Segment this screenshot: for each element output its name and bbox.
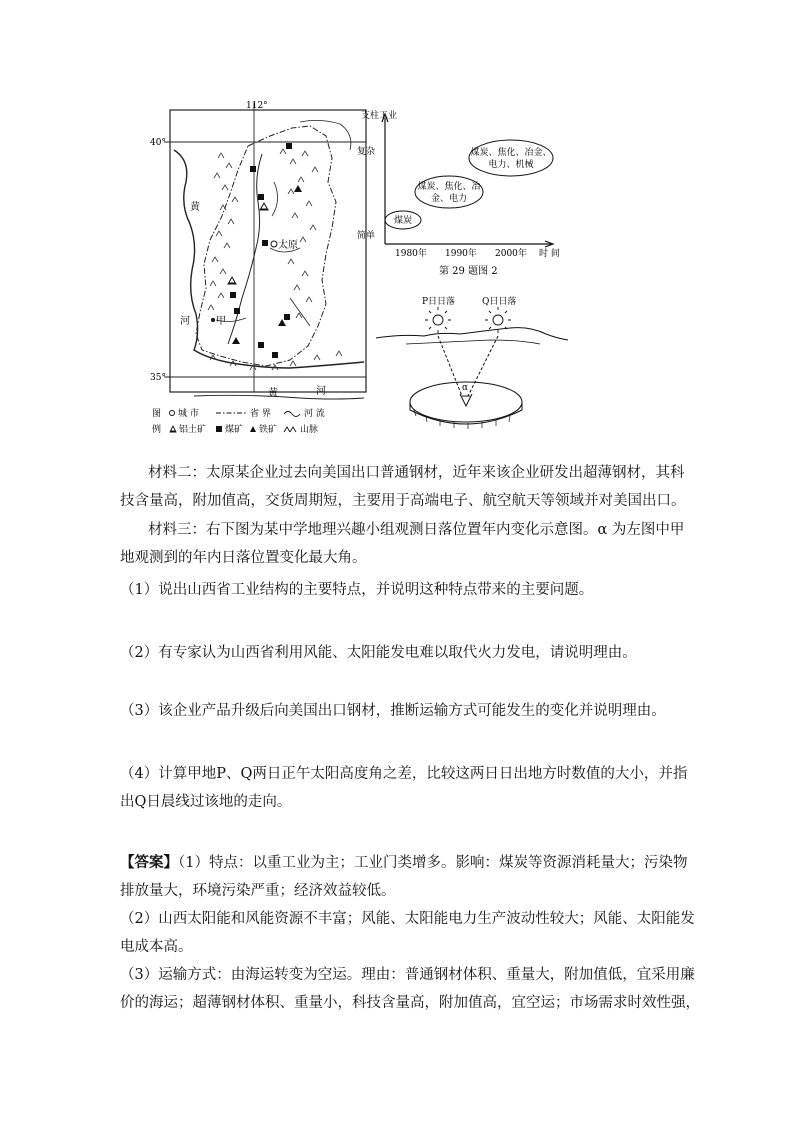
stage-2000-line1: 煤炭、焦化、冶金、 bbox=[470, 148, 552, 158]
question-3 bbox=[120, 697, 690, 725]
answer-1-line2: 排放量大，环境污染严重；经济效益较低。 bbox=[120, 883, 396, 899]
horizon-lower bbox=[406, 340, 540, 344]
taiyuan-city-marker bbox=[271, 241, 277, 247]
legend-bauxite: 铝土矿 bbox=[179, 425, 207, 435]
material-two bbox=[120, 459, 690, 515]
legend-city: 城 市 bbox=[178, 409, 199, 419]
chart-tick-1990: 1990年 bbox=[445, 249, 477, 259]
southern-river bbox=[194, 395, 364, 399]
answer-3-line2: 价的海运；超薄钢材体积、重量小，科技含量高，附加值高，宜空运；市场需求时效性强， bbox=[120, 995, 700, 1011]
stage-1990-line1: 煤炭、焦化、冶 bbox=[417, 182, 481, 192]
sight-line-p bbox=[438, 336, 462, 396]
tributaries bbox=[216, 182, 310, 326]
stage-2000-line2: 电力、机械 bbox=[488, 160, 534, 170]
river-label-he-south: 河 bbox=[316, 386, 326, 397]
sun-p-icon bbox=[425, 307, 451, 333]
material-two-line2: 技含量高，附加值高，交货周期短，主要用于高端电子、航空航天等领域并对美国出口。 bbox=[120, 493, 686, 509]
stage-1980-line1: 煤炭 bbox=[393, 216, 413, 226]
map-frame bbox=[170, 110, 366, 392]
question-3-text: （3）该企业产品升级后向美国出口钢材，推断运输方式可能发生的变化并说明理由。 bbox=[120, 703, 666, 719]
answer-2-line2: 电成本高。 bbox=[120, 939, 193, 955]
question-1-text: （1）说出山西省工业结构的主要特点，并说明这种特点带来的主要问题。 bbox=[120, 582, 594, 598]
material-three bbox=[120, 516, 690, 572]
answer-1-line1 bbox=[120, 849, 690, 877]
legend-boundary: 省 界 bbox=[250, 409, 271, 419]
shanxi-map bbox=[150, 98, 370, 442]
chart-caption: 第 29 题图 2 bbox=[439, 266, 498, 277]
sun-p-label: P日日落 bbox=[422, 297, 456, 307]
yellow-river bbox=[174, 150, 364, 368]
sun-q-label: Q日日落 bbox=[482, 297, 517, 307]
question-1 bbox=[120, 576, 690, 604]
material-two-line1: 材料二：太原某企业过去向美国出口普通钢材，近年来该企业研发出超薄钢材，其科 bbox=[148, 465, 685, 481]
jia-city-marker bbox=[211, 318, 215, 322]
alpha-label: α bbox=[462, 383, 469, 393]
legend-river: 河 流 bbox=[304, 409, 325, 419]
legend-row1: 图 bbox=[152, 409, 162, 419]
chart-xlabel: 时 间 bbox=[539, 249, 560, 259]
river-label-huang-south: 黄 bbox=[268, 388, 278, 399]
sunset-diagram bbox=[370, 290, 570, 438]
legend-mountain: 山脉 bbox=[300, 425, 319, 435]
lat-40-label: 40° bbox=[150, 138, 166, 148]
stage-2000-ellipse bbox=[469, 140, 553, 176]
question-2-text: （2）有专家认为山西省利用风能、太阳能发电难以取代火力发电，请说明理由。 bbox=[120, 645, 637, 661]
legend-iron: 铁矿 bbox=[259, 425, 278, 435]
longitude-label: 112° bbox=[246, 101, 268, 111]
answer-3-line1: （3）运输方式：由海运转变为空运。理由：普通钢材体积、重量大，附加值低，宜采用廉 bbox=[120, 967, 695, 983]
legend-row2: 例 bbox=[152, 425, 162, 435]
sight-line-q bbox=[468, 336, 498, 396]
chart-tick-1980: 1980年 bbox=[395, 249, 427, 259]
fen-river bbox=[228, 154, 262, 344]
jia-label: 甲 bbox=[216, 316, 226, 327]
chart-level-simple: 简单 bbox=[357, 231, 376, 241]
question-4-line2: 出Q日晨线过该地的走向。 bbox=[120, 794, 292, 810]
river-label-huang: 黄 bbox=[190, 202, 200, 213]
question-2 bbox=[120, 639, 690, 667]
question-4-line1: （4）计算甲地P、Q两日正午太阳高度角之差，比较这两日日出地方时数值的大小，并指 bbox=[120, 766, 688, 782]
material-three-line1: 材料三：右下图为某中学地理兴趣小组观测日落位置年内变化示意图。α 为左图中甲 bbox=[148, 522, 685, 538]
chart-tick-2000: 2000年 bbox=[495, 249, 527, 259]
legend-coal: 煤矿 bbox=[225, 425, 244, 435]
question-4 bbox=[120, 760, 690, 816]
chart-level-complex: 复杂 bbox=[357, 147, 376, 157]
river-label-he: 河 bbox=[180, 316, 190, 327]
answer-1-line1-text: （1）特点：以重工业为主；工业门类增多。影响：煤炭等资源消耗量大；污染物 bbox=[178, 855, 688, 871]
answer-block bbox=[120, 849, 700, 1017]
lat-35-label: 35° bbox=[150, 373, 166, 383]
horizon-line bbox=[376, 328, 568, 340]
mountain-symbols bbox=[208, 149, 342, 370]
material-three-line2: 地观测到的年内日落位置变化最大角。 bbox=[120, 550, 367, 566]
industry-chart bbox=[355, 108, 565, 280]
taiyuan-label: 太原 bbox=[278, 240, 298, 251]
chart-ylabel: 支柱工业 bbox=[361, 111, 398, 121]
map-legend bbox=[152, 407, 325, 435]
answer-2-line1: （2）山西太阳能和风能资源不丰富；风能、太阳能电力生产波动性较大；风能、太阳能发 bbox=[120, 911, 695, 927]
stage-1990-line2: 金、电力 bbox=[430, 194, 468, 204]
answer-tag: 【答案】 bbox=[120, 854, 178, 871]
